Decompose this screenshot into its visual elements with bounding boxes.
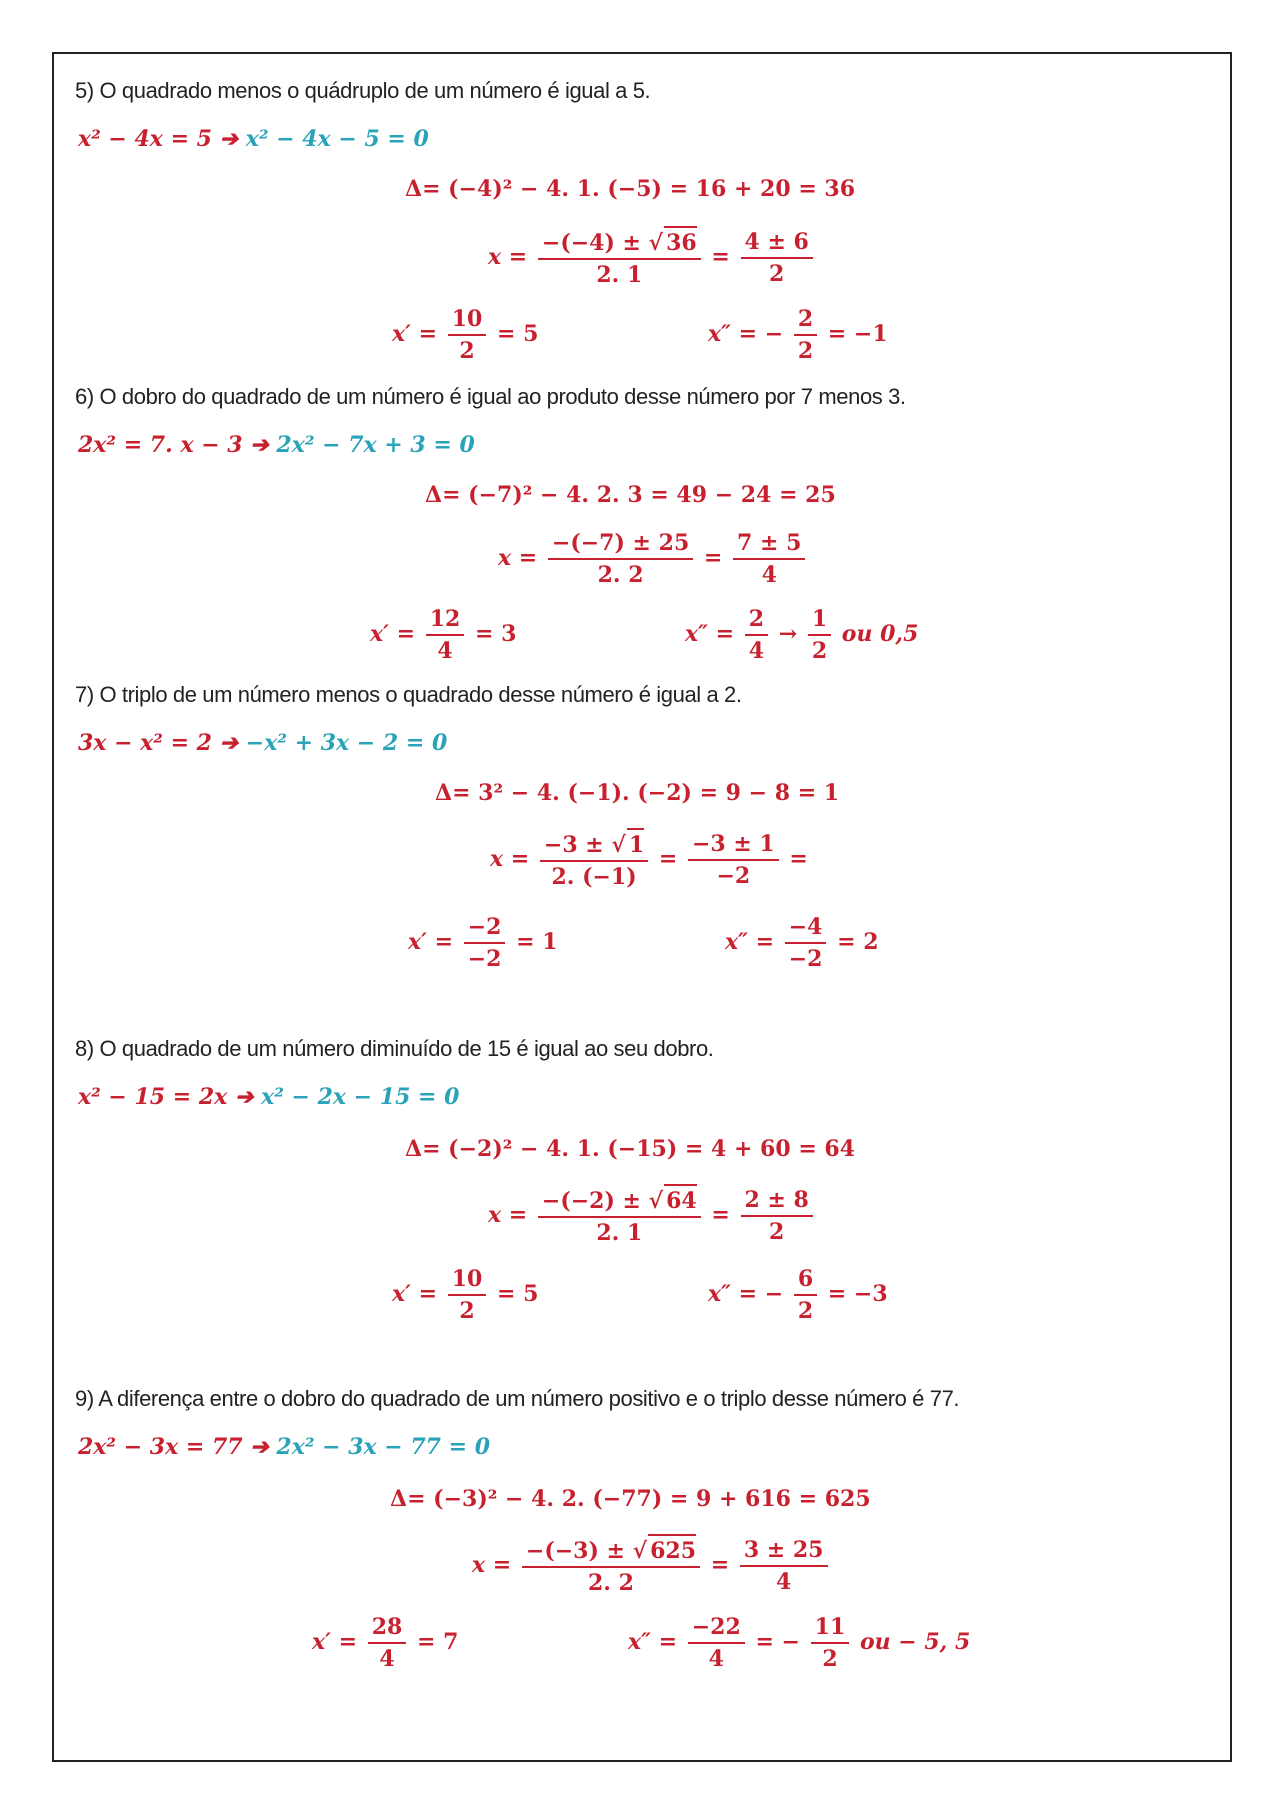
- numerator: −22: [688, 1612, 745, 1644]
- root-value: = 5: [496, 321, 539, 347]
- denominator: 2: [822, 1646, 838, 1672]
- fraction: [448, 1264, 487, 1326]
- denominator: 2: [811, 638, 828, 664]
- fraction: [745, 604, 768, 666]
- numerator: 10: [448, 1264, 487, 1296]
- denominator: 2: [797, 1298, 814, 1324]
- sqrt-radicand: 1: [627, 828, 644, 860]
- equation-standard: 2x² − 3x − 77 = 0: [276, 1434, 491, 1460]
- problem-9-root-1: [312, 1612, 458, 1674]
- problem-8-equation: [78, 1084, 459, 1110]
- denominator: 4: [776, 1569, 792, 1595]
- denominator: 4: [379, 1646, 395, 1672]
- problem-7-delta: Δ= 3² − 4. (−1). (−2) = 9 − 8 = 1: [435, 780, 840, 806]
- formula-lhs: x =: [472, 1552, 512, 1578]
- denominator: 2: [769, 261, 785, 287]
- numerator: −2: [464, 912, 506, 944]
- denominator: 4: [761, 562, 777, 588]
- root-value: = −3: [827, 1281, 888, 1307]
- problem-8-root-1: [392, 1264, 538, 1326]
- denominator: 2: [797, 338, 814, 364]
- fraction: [464, 912, 506, 974]
- fraction: [794, 304, 817, 366]
- arrow-right-icon: →: [778, 621, 798, 647]
- denominator: −2: [467, 946, 502, 972]
- problem-6-delta: Δ= (−7)² − 4. 2. 3 = 49 − 24 = 25: [425, 482, 836, 508]
- numerator: 2: [794, 304, 817, 336]
- root-lhs: x′ =: [408, 929, 454, 955]
- equation-standard: 2x² − 7x + 3 = 0: [276, 432, 475, 458]
- problem-6-equation: [78, 432, 475, 458]
- fraction: [688, 1612, 745, 1674]
- equation-standard: x² − 2x − 15 = 0: [261, 1084, 460, 1110]
- numerator: 10: [448, 304, 487, 336]
- problem-5-statement: 5) O quadrado menos o quádruplo de um número é igual a 5.: [75, 78, 651, 103]
- arrow-icon: ➔: [219, 126, 239, 152]
- numerator: −(−7) ± 25: [548, 528, 693, 560]
- root-value: = 3: [474, 621, 517, 647]
- fraction: [741, 227, 813, 289]
- denominator: 4: [748, 638, 765, 664]
- fraction: [448, 304, 487, 366]
- root-lhs: x″ =: [685, 621, 735, 647]
- arrow-icon: ➔: [219, 730, 239, 756]
- arrow-icon: ➔: [250, 432, 269, 458]
- root-lhs: x″ =: [725, 929, 775, 955]
- root-lhs: x′ =: [392, 321, 438, 347]
- numerator: 1: [808, 604, 831, 636]
- numerator: 4 ± 6: [741, 227, 813, 259]
- fraction: $\frac{-3 \pm √ 1}{2. (-1)}$: [540, 828, 648, 892]
- root-lhs: x′ =: [370, 621, 416, 647]
- root-value: = 5: [496, 1281, 539, 1307]
- root-lhs: x″ =: [628, 1629, 678, 1655]
- root-value: = 1: [516, 929, 558, 955]
- formula-lhs: x =: [498, 545, 538, 571]
- root-value: = −1: [827, 321, 888, 347]
- numerator: 11: [811, 1612, 850, 1644]
- problem-5-equation: [78, 126, 429, 152]
- problem-9-root-2: [628, 1612, 970, 1674]
- sqrt-radicand: 36: [664, 226, 697, 258]
- arrow-icon: ➔: [250, 1434, 269, 1460]
- numerator: 7 ± 5: [733, 528, 805, 560]
- fraction: $\frac{-(-4) \pm √ 36}{2. 1}$: [538, 226, 701, 290]
- sqrt-radicand: 625: [648, 1534, 696, 1566]
- equation-standard: −x² + 3x − 2 = 0: [245, 730, 448, 756]
- root-lhs: x′ =: [312, 1629, 358, 1655]
- problem-6-root-1: [370, 604, 516, 666]
- denominator: 2. 1: [596, 262, 643, 288]
- denominator: −2: [716, 863, 751, 889]
- problem-9-equation: [78, 1434, 490, 1460]
- numerator: 12: [426, 604, 465, 636]
- root-value: = 7: [416, 1629, 459, 1655]
- problem-6-statement: 6) O dobro do quadrado de um número é igual ao produto desse número por 7 menos 3.: [75, 384, 906, 409]
- formula-lhs: x =: [490, 846, 530, 872]
- problem-7-root-1: [408, 912, 558, 974]
- root-lhs: x′ =: [392, 1281, 438, 1307]
- equals-sign: =: [789, 846, 808, 872]
- numerator: 3 ± 25: [740, 1535, 828, 1567]
- problem-6-root-2: [685, 604, 918, 666]
- numerator: 2: [745, 604, 768, 636]
- root-lhs: x″ = −: [708, 321, 784, 347]
- root-value: ou 0,5: [841, 621, 919, 647]
- denominator: 2. 2: [597, 562, 644, 588]
- sqrt-radicand: 64: [664, 1184, 697, 1216]
- numerator: −(−4) ±: [541, 230, 641, 256]
- fraction: [688, 829, 779, 891]
- problem-7-equation: [78, 730, 447, 756]
- fraction: [811, 1612, 850, 1674]
- equation-original: 3x − x² = 2: [78, 730, 212, 756]
- arrow-icon: ➔: [234, 1084, 254, 1110]
- problem-8-statement: 8) O quadrado de um número diminuído de 15 é igual ao seu dobro.: [75, 1036, 714, 1061]
- fraction: [733, 528, 805, 590]
- formula-lhs: x =: [488, 1202, 528, 1228]
- fraction: [785, 912, 827, 974]
- problem-6-formula: x = $\frac{-(-7) \pm 25}{2. 2}$ = $\frac{7 \pm 5}{4}$: [498, 528, 808, 590]
- problem-5-root-1: [392, 304, 538, 366]
- equation-original: x² − 15 = 2x: [78, 1084, 228, 1110]
- root-value: ou − 5, 5: [859, 1629, 971, 1655]
- fraction: [741, 1185, 813, 1247]
- fraction: [740, 1535, 828, 1597]
- denominator: 2: [459, 1298, 475, 1324]
- formula-lhs: x =: [488, 244, 528, 270]
- fraction: $\frac{-(-2) \pm √ 64}{2. 1}$: [538, 1184, 701, 1248]
- numerator: −(−3) ±: [525, 1538, 625, 1564]
- problem-5-formula: x = $\frac{-(-4) \pm √ 36}{2. 1}$ = $\frac{4 \pm 6}{2}$: [488, 226, 816, 290]
- denominator: −2: [788, 946, 823, 972]
- problem-9-delta: Δ= (−3)² − 4. 2. (−77) = 9 + 616 = 625: [390, 1486, 871, 1512]
- problem-8-formula: x = $\frac{-(-2) \pm √ 64}{2. 1}$ = $\frac{2 \pm 8}{2}$: [488, 1184, 816, 1248]
- fraction: $\frac{-(-3) \pm √ 625}{2. 2}$: [522, 1534, 700, 1598]
- denominator: 4: [708, 1646, 724, 1672]
- root-lhs: x″ = −: [708, 1281, 784, 1307]
- problem-9-formula: x = $\frac{-(-3) \pm √ 625}{2. 2}$ = $\frac{3 \pm 25}{4}$: [472, 1534, 831, 1598]
- denominator: 2: [769, 1219, 785, 1245]
- fraction: [794, 1264, 817, 1326]
- fraction: [426, 604, 465, 666]
- root-value: = 2: [837, 929, 879, 955]
- numerator: −3 ± 1: [688, 829, 779, 861]
- denominator: 2. (−1): [551, 864, 637, 890]
- problem-5-delta: Δ= (−4)² − 4. 1. (−5) = 16 + 20 = 36: [405, 176, 856, 202]
- numerator: −3 ±: [543, 832, 604, 858]
- numerator: −4: [785, 912, 827, 944]
- problem-8-root-2: [708, 1264, 888, 1326]
- equation-original: 2x² = 7. x − 3: [78, 432, 243, 458]
- problem-7-statement: 7) O triplo de um número menos o quadrado desse número é igual a 2.: [75, 682, 742, 707]
- equals-sign: = −: [755, 1629, 800, 1655]
- problem-5-root-2: [708, 304, 888, 366]
- equation-standard: x² − 4x − 5 = 0: [245, 126, 429, 152]
- denominator: 2. 2: [588, 1570, 634, 1596]
- denominator: 2: [459, 338, 475, 364]
- equation-original: x² − 4x = 5: [78, 126, 212, 152]
- fraction: [548, 528, 693, 590]
- fraction: [808, 604, 831, 666]
- denominator: 2. 1: [596, 1220, 643, 1246]
- problem-8-delta: Δ= (−2)² − 4. 1. (−15) = 4 + 60 = 64: [405, 1136, 856, 1162]
- numerator: −(−2) ±: [541, 1188, 641, 1214]
- problem-7-root-2: [725, 912, 879, 974]
- problem-7-formula: x = $\frac{-3 \pm √ 1}{2. (-1)}$ = $\frac{-3 \pm 1}{-2}$ =: [490, 828, 808, 892]
- denominator: 4: [437, 638, 453, 664]
- problem-9-statement: 9) A diferença entre o dobro do quadrado de um número positivo e o triplo desse número é 77.: [75, 1386, 960, 1411]
- equation-original: 2x² − 3x = 77: [78, 1434, 243, 1460]
- fraction: [368, 1612, 407, 1674]
- numerator: 6: [794, 1264, 817, 1296]
- numerator: 28: [368, 1612, 407, 1644]
- numerator: 2 ± 8: [741, 1185, 813, 1217]
